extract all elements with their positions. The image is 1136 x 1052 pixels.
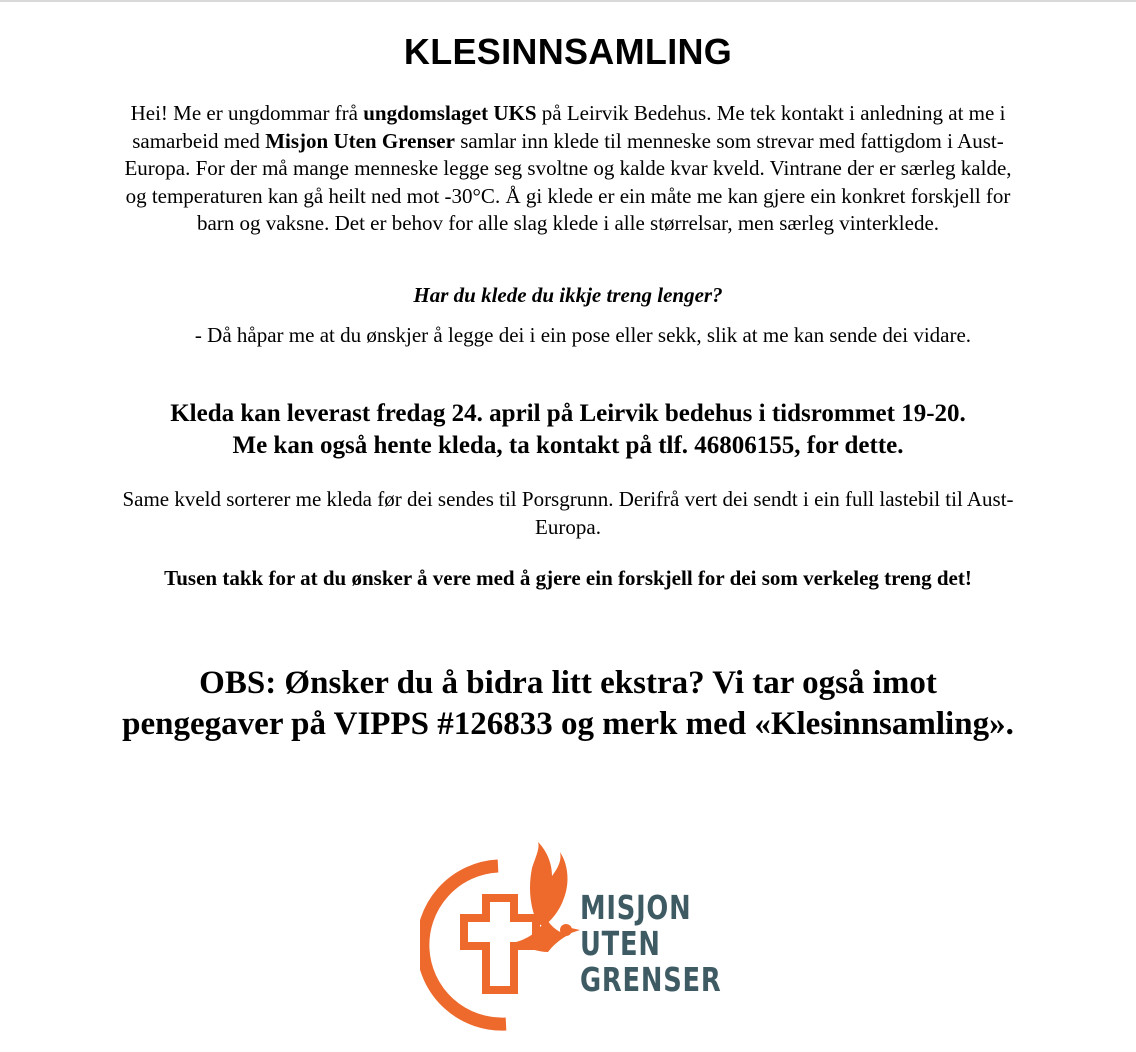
question-heading: Har du klede du ikkje treng lenger? bbox=[413, 283, 723, 307]
logo-word-uten: UTEN bbox=[580, 924, 661, 963]
misjon-uten-grenser-logo bbox=[420, 838, 720, 1032]
intro-org-uks: ungdomslaget UKS bbox=[363, 101, 537, 125]
cross-dove-icon bbox=[420, 838, 590, 1032]
intro-paragraph bbox=[120, 100, 1016, 238]
obs-donation-note: OBS: Ønsker du å bidra litt ekstra? Vi tar også imot pengegaver på VIPPS #126833 og merk med «Klesinnsamling». bbox=[122, 665, 1014, 742]
page-title: KLESINNSAMLING bbox=[403, 31, 733, 72]
logo-word-misjon: MISJON bbox=[580, 888, 692, 927]
delivery-line-date: Kleda kan leverast fredag 24. april på Leirvik bedehus i tidsrommet 19-20. bbox=[170, 400, 966, 427]
logo-word-grenser: GRENSER bbox=[580, 960, 722, 999]
logo-wordmark bbox=[580, 888, 722, 999]
intro-text-3: samlar inn klede til menneske som strevar med fattigdom i Aust-Europa. For der må mange menneske legge seg svoltne og kalde kvar kveld. Vintrane der er særleg kalde, og temperaturen kan gå heilt ned mot -30°C. Å gi klede er ein måte me kan gjere ein konkret forskjell for barn og vaksne. Det er behov for alle slag klede i alle størrelsar, men særleg vinterklede. bbox=[124, 128, 1012, 235]
sorting-paragraph: Same kveld sorterer me kleda før dei sendes til Porsgrunn. Derifrå vert dei sendt i ein full lastebil til Aust-Europa. bbox=[122, 487, 1014, 539]
intro-text-1: Hei! Me er ungdommar frå bbox=[130, 101, 364, 125]
intro-text-2: på Leirvik Bedehus. Me tek kontakt i anledning at me i samarbeid med bbox=[132, 101, 1006, 153]
delivery-info bbox=[100, 398, 1036, 462]
intro-org-mug: Misjon Uten Grenser bbox=[265, 128, 455, 153]
answer-paragraph: - Då håpar me at du ønskjer å legge dei i ein pose eller sekk, slik at me kan sende dei vidare. bbox=[194, 323, 972, 347]
top-divider bbox=[0, 0, 1136, 2]
delivery-line-pickup: Me kan også hente kleda, ta kontakt på tlf. 46806155, for dette. bbox=[232, 432, 904, 459]
thanks-paragraph: Tusen takk for at du ønsker å vere med å gjere ein forskjell for dei som verkeleg treng det! bbox=[164, 566, 972, 590]
